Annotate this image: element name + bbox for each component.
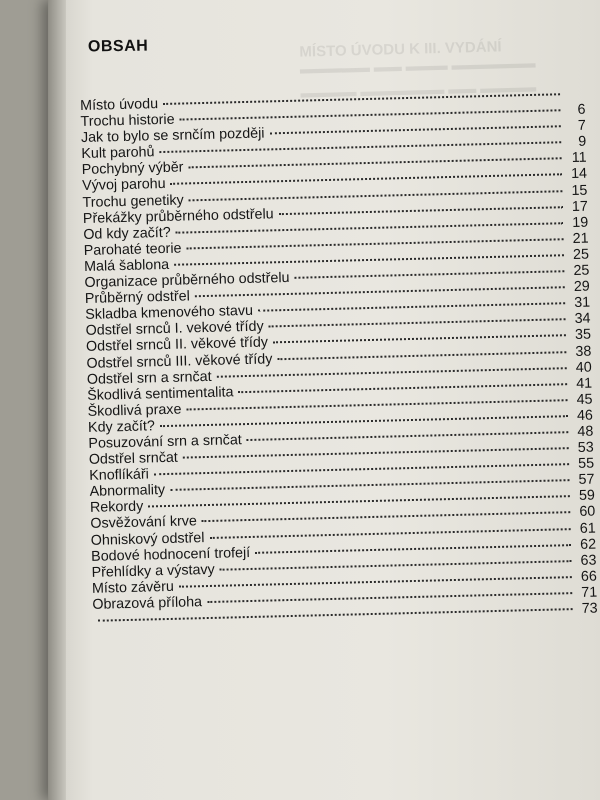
toc-entry-label: Abnormality xyxy=(89,482,166,501)
toc-entry-label: Místo závěru xyxy=(91,578,175,597)
toc-entry-label: Rekordy xyxy=(89,498,144,517)
toc-entry-label: Posuzování srn a srnčat xyxy=(88,432,242,452)
toc-entry-label: Odstřel srnčat xyxy=(88,449,179,468)
toc-entry-label: Bodové hodnocení trofejí xyxy=(91,544,251,565)
toc-entry-page: 63 xyxy=(580,552,597,569)
leader-dots xyxy=(188,158,561,169)
toc-entry-page: 53 xyxy=(577,439,594,457)
leader-dots xyxy=(195,286,565,297)
toc-entry-label: Trochu historie xyxy=(80,111,175,131)
toc-entry-label: Škodlivá praxe xyxy=(87,401,182,420)
show-through-text: MÍSTO ÚVODU K III. VYDÁNÍ ▬▬▬▬▬ ▬▬ ▬▬▬ ▬▬▬▬▬▬ ▬▬▬▬ ▬▬▬▬▬▬ ▬▬ ▬▬▬▬ xyxy=(299,38,537,101)
toc-entry-page: 29 xyxy=(573,278,590,296)
toc-entry-label: Odstřel srnců II. věkové třídy xyxy=(85,334,269,356)
leader-dots xyxy=(207,592,572,603)
toc-entry-label: Odstřel srnců I. vekové třídy xyxy=(85,318,264,340)
toc-entry-label: Ohniskový odstřel xyxy=(90,529,205,549)
toc-entry-page: 73 xyxy=(581,600,598,617)
toc-entry-label: Odstřel srn a srnčat xyxy=(86,368,212,388)
toc-entry-label: Obrazová příloha xyxy=(92,594,203,613)
table-of-contents xyxy=(80,86,598,629)
toc-entry-label: Organizace průběrného odstřelu xyxy=(84,269,290,291)
toc-entry-page: 59 xyxy=(578,487,596,505)
toc-entry-page: 34 xyxy=(574,310,591,328)
toc-entry-page: 38 xyxy=(575,343,592,360)
toc-entry-label: Parohaté teorie xyxy=(83,240,182,259)
toc-entry-page: 66 xyxy=(580,568,598,585)
toc-entry-label: Od kdy začít? xyxy=(83,224,171,243)
toc-entry-label: Škodlivá sentimentalita xyxy=(87,384,234,404)
toc-entry-page: 6 xyxy=(577,101,586,118)
toc-entry-page: 17 xyxy=(571,198,588,215)
leader-dots xyxy=(269,125,560,134)
toc-entry-page: 11 xyxy=(571,150,587,167)
toc-entry-page: 60 xyxy=(579,503,596,521)
toc-entry-label: Odstřel srnců III. věkové třídy xyxy=(86,350,273,372)
toc-entry-page: 25 xyxy=(572,246,590,263)
toc-entry-page: 48 xyxy=(577,423,594,440)
toc-entry-label: Místo úvodu xyxy=(80,96,159,114)
leader-dots xyxy=(258,302,565,312)
toc-entry-page: 45 xyxy=(576,391,593,408)
toc-entry-page: 61 xyxy=(579,520,596,537)
toc-entry-page: 46 xyxy=(576,407,594,424)
leader-dots xyxy=(255,544,571,554)
toc-entry-label: Malá šablona xyxy=(83,256,170,275)
leader-dots xyxy=(294,270,564,279)
leader-dots xyxy=(247,431,569,441)
toc-entry-page: 35 xyxy=(574,326,592,344)
leader-dots xyxy=(279,206,563,215)
leader-dots xyxy=(269,319,566,328)
toc-entry-label: Překážky průběrného odstřelu xyxy=(82,205,274,227)
book-gutter xyxy=(48,0,66,800)
toc-entry-page: 9 xyxy=(578,133,587,151)
toc-entry-label: Vývoj parohu xyxy=(81,176,166,195)
toc-entry-page: 40 xyxy=(575,359,592,376)
toc-entry-page: 15 xyxy=(571,182,588,199)
leader-dots xyxy=(202,512,570,523)
leader-dots xyxy=(238,383,567,393)
toc-entry-page: 55 xyxy=(577,455,595,473)
toc-entry-label: Pochybný výběr xyxy=(81,159,184,179)
toc-entry-label: Kdy začít? xyxy=(87,418,156,436)
leader-dots xyxy=(220,560,572,571)
toc-entry-page: 57 xyxy=(578,471,595,489)
toc-entry-page: 19 xyxy=(572,214,589,231)
toc-entry-label: Kult parohů xyxy=(81,144,155,163)
toc-entry-page: 62 xyxy=(579,536,597,553)
leader-dots xyxy=(209,528,570,539)
toc-entry-page: 7 xyxy=(577,117,587,135)
toc-entry-page: 71 xyxy=(581,584,598,601)
toc-entry-label: Osvěžování krve xyxy=(90,513,198,533)
toc-entry-label: Skladba kmenového stavu xyxy=(85,303,254,324)
toc-entry-page: 25 xyxy=(573,262,590,280)
toc-entry-page: 31 xyxy=(574,294,591,312)
leader-dots xyxy=(217,367,567,378)
toc-entry-page: 14 xyxy=(570,166,588,183)
toc-entry-label: Jak to bylo se srnčím později xyxy=(80,125,265,147)
leader-dots xyxy=(273,335,566,344)
toc-entry-label: Průběrný odstřel xyxy=(84,288,190,308)
toc-entry-label: Přehlídky a výstavy xyxy=(91,561,215,581)
toc-entry-page: 41 xyxy=(576,375,593,392)
toc-entry-label: Knoflíkáři xyxy=(89,466,150,485)
page-title: OBSAH xyxy=(87,37,149,56)
toc-entry-page: 21 xyxy=(572,230,589,247)
toc-entry-label: Trochu genetiky xyxy=(82,192,184,211)
leader-dots xyxy=(277,351,566,360)
